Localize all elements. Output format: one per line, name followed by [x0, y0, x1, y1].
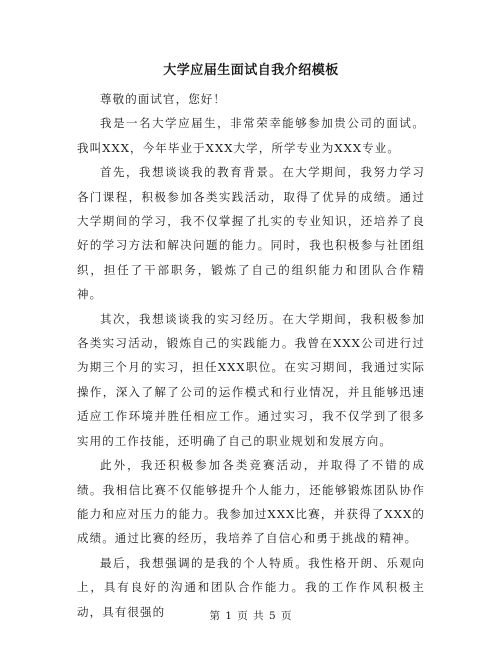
- document-body: [77, 87, 425, 624]
- intro-paragraph: 我是一名大学应届生，非常荣幸能够参加贵公司的面试。我叫XXX，今年毕业于XXX大学，所学专业为XXX专业。: [77, 116, 425, 155]
- internship-paragraph: 其次，我想谈谈我的实习经历。在大学期间，我积极参加各类实习活动，锻炼自己的实践能力。我曾在XXX公司进行过为期三个月的实习，担任XXX职位。在实习期间，我通过实际操作，深入了解了公司的运作模式和行业情况，并且能够迅速适应工作环境并胜任相应工作。通过实习，我不仅学到了很多实用的工作技能，还明确了自己的职业规划和发展方向。: [77, 311, 425, 448]
- education-paragraph: 首先，我想谈谈我的教育背景。在大学期间，我努力学习各门课程，积极参加各类实践活动，取得了优异的成绩。通过大学期间的学习，我不仅掌握了扎实的专业知识，还培养了良好的学习方法和解决问题的能力。同时，我也积极参与社团组织，担任了干部职务，锻炼了自己的组织能力和团队合作精神。: [77, 165, 425, 302]
- greeting-paragraph: 尊敬的面试官，您好！: [100, 92, 226, 106]
- personal-traits-paragraph: 最后，我想强调的是我的个人特质。我性格开朗、乐观向上，具有良好的沟通和团队合作能力。我的工作作风积极主动，具有很强的: [77, 555, 425, 619]
- competition-paragraph: 此外，我还积极参加各类竞赛活动，并取得了不错的成绩。我相信比赛不仅能够提升个人能力，还能够锻炼团队协作能力和应对压力的能力。我参加过XXX比赛，并获得了XXX的成绩。通过比赛的经历，我培养了自信心和勇于挑战的精神。: [77, 458, 425, 546]
- document-title: 大学应届生面试自我介绍模板: [163, 63, 339, 78]
- page-footer: 第 1 页 共 5 页: [209, 610, 293, 622]
